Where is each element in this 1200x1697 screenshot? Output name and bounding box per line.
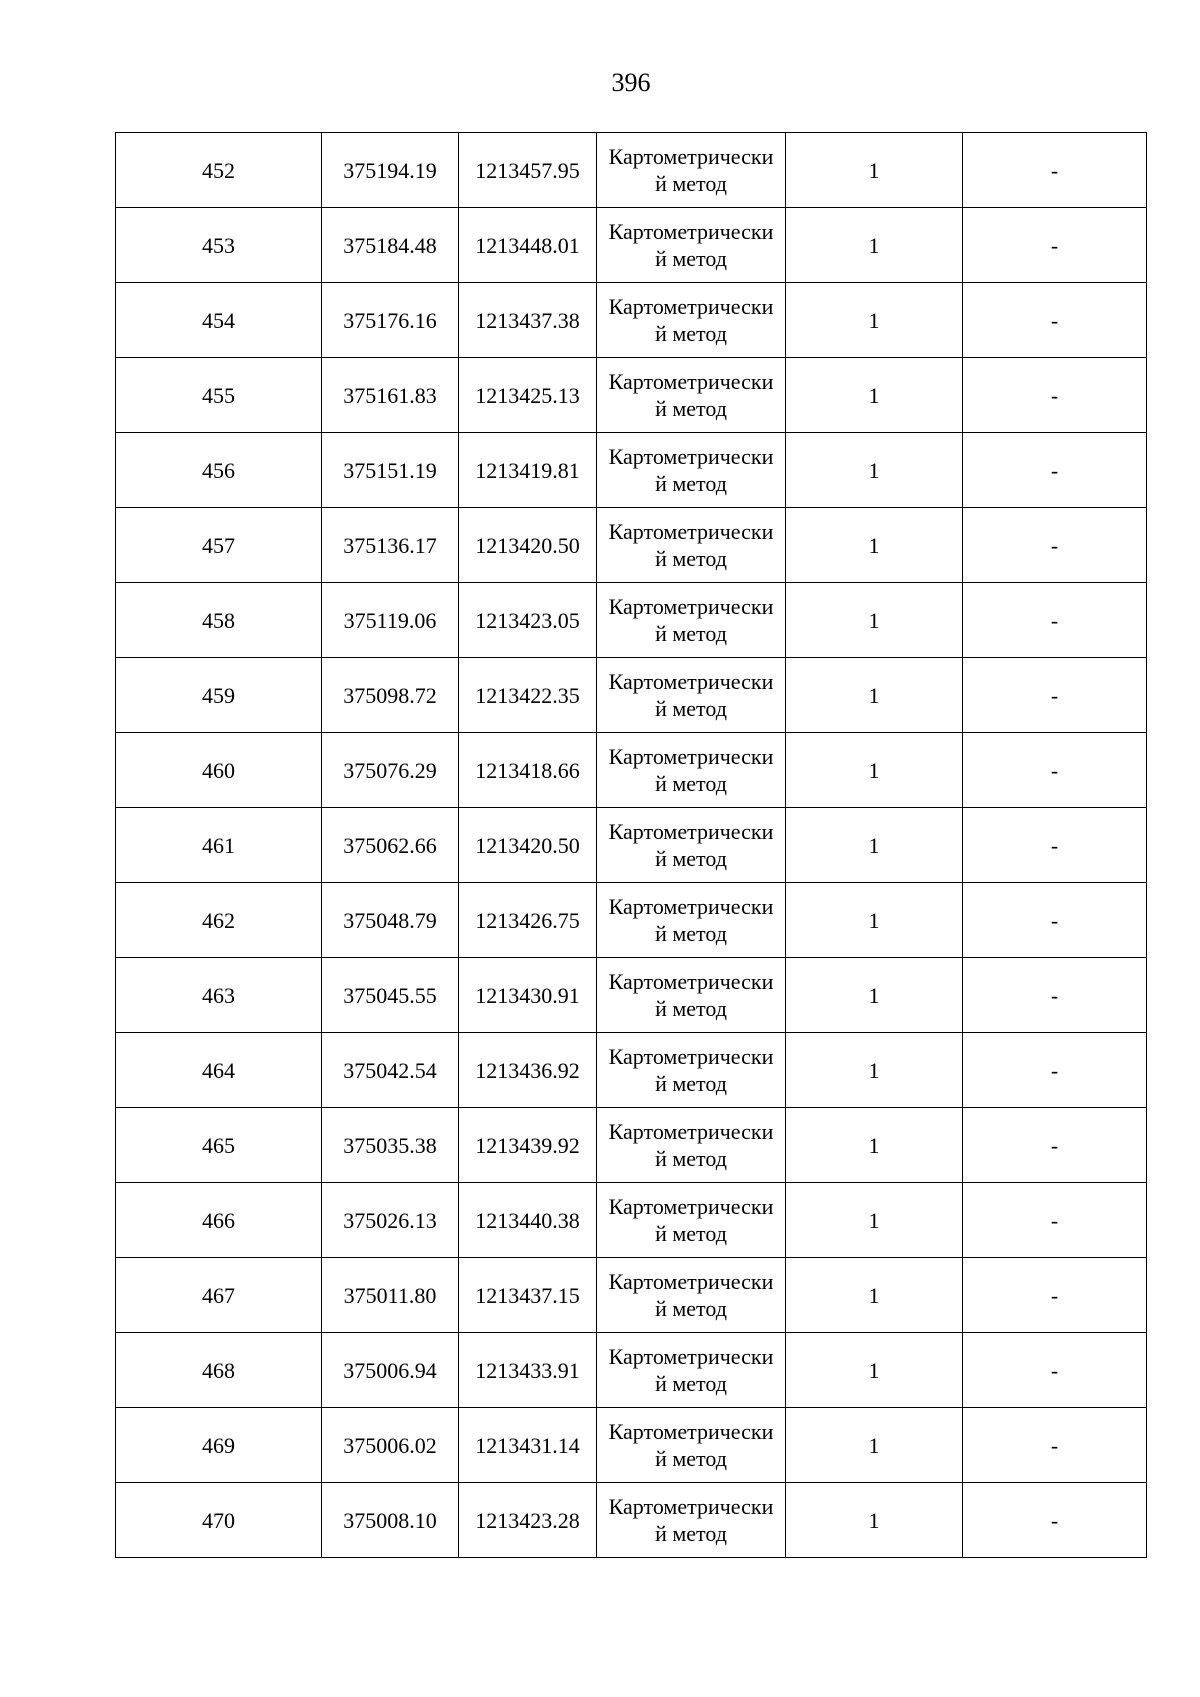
point-number-cell xyxy=(116,133,322,208)
accuracy-value: 1 xyxy=(868,907,880,933)
method-line-1: Картометрически xyxy=(608,444,774,469)
y-coordinate-cell xyxy=(459,583,597,658)
x-coordinate-cell xyxy=(322,1333,459,1408)
table-row xyxy=(116,808,1147,883)
accuracy-value: 1 xyxy=(868,1432,880,1458)
note-value: - xyxy=(1050,232,1059,258)
x-coordinate: 375045.55 xyxy=(343,982,437,1008)
note-cell xyxy=(963,1033,1147,1108)
note-cell xyxy=(963,1258,1147,1333)
accuracy-cell xyxy=(786,133,963,208)
point-number-cell xyxy=(116,883,322,958)
accuracy-value: 1 xyxy=(868,982,880,1008)
point-number: 462 xyxy=(202,907,235,933)
y-coordinate-cell xyxy=(459,283,597,358)
note-value: - xyxy=(1050,1132,1059,1158)
x-coordinate-cell xyxy=(322,508,459,583)
method-cell xyxy=(597,1183,786,1258)
note-value: - xyxy=(1050,1057,1059,1083)
table-row xyxy=(116,358,1147,433)
method-cell xyxy=(597,658,786,733)
note-value: - xyxy=(1050,382,1059,408)
point-number: 458 xyxy=(202,607,235,633)
method-cell xyxy=(597,958,786,1033)
accuracy-value: 1 xyxy=(868,757,880,783)
point-number: 469 xyxy=(202,1432,235,1458)
y-coordinate: 1213425.13 xyxy=(475,382,580,408)
note-cell xyxy=(963,1108,1147,1183)
note-cell xyxy=(963,1483,1147,1558)
point-number-cell xyxy=(116,958,322,1033)
note-cell xyxy=(963,208,1147,283)
note-cell xyxy=(963,433,1147,508)
x-coordinate-cell xyxy=(322,883,459,958)
point-number-cell xyxy=(116,658,322,733)
accuracy-value: 1 xyxy=(868,307,880,333)
y-coordinate-cell xyxy=(459,1033,597,1108)
y-coordinate-cell xyxy=(459,883,597,958)
accuracy-value: 1 xyxy=(868,532,880,558)
point-number: 456 xyxy=(202,457,235,483)
accuracy-value: 1 xyxy=(868,682,880,708)
method-line-1: Картометрически xyxy=(608,894,774,919)
x-coordinate: 375161.83 xyxy=(343,382,437,408)
table-row xyxy=(116,133,1147,208)
note-value: - xyxy=(1050,907,1059,933)
accuracy-cell xyxy=(786,808,963,883)
method-line-2: й метод xyxy=(655,1221,727,1246)
y-coordinate: 1213426.75 xyxy=(475,907,580,933)
accuracy-cell xyxy=(786,208,963,283)
point-number: 463 xyxy=(202,982,235,1008)
method-line-1: Картометрически xyxy=(608,744,774,769)
y-coordinate: 1213423.28 xyxy=(475,1507,580,1533)
accuracy-cell xyxy=(786,1483,963,1558)
method-line-2: й метод xyxy=(655,921,727,946)
method-cell xyxy=(597,1108,786,1183)
accuracy-cell xyxy=(786,883,963,958)
accuracy-value: 1 xyxy=(868,832,880,858)
point-number-cell xyxy=(116,433,322,508)
note-cell xyxy=(963,883,1147,958)
method-cell xyxy=(597,883,786,958)
note-value: - xyxy=(1050,157,1059,183)
note-cell xyxy=(963,283,1147,358)
y-coordinate: 1213419.81 xyxy=(475,457,580,483)
y-coordinate: 1213448.01 xyxy=(475,232,580,258)
accuracy-value: 1 xyxy=(868,1207,880,1233)
point-number: 470 xyxy=(202,1507,235,1533)
table-row xyxy=(116,508,1147,583)
y-coordinate-cell xyxy=(459,1258,597,1333)
accuracy-value: 1 xyxy=(868,382,880,408)
point-number-cell xyxy=(116,1408,322,1483)
point-number: 459 xyxy=(202,682,235,708)
method-cell xyxy=(597,1483,786,1558)
y-coordinate: 1213420.50 xyxy=(475,532,580,558)
table-row xyxy=(116,883,1147,958)
table-row xyxy=(116,583,1147,658)
x-coordinate-cell xyxy=(322,583,459,658)
x-coordinate-cell xyxy=(322,433,459,508)
point-number: 465 xyxy=(202,1132,235,1158)
y-coordinate: 1213420.50 xyxy=(475,832,580,858)
accuracy-value: 1 xyxy=(868,1282,880,1308)
note-value: - xyxy=(1050,1357,1059,1383)
method-line-2: й метод xyxy=(655,546,727,571)
method-cell xyxy=(597,208,786,283)
note-value: - xyxy=(1050,1507,1059,1533)
accuracy-cell xyxy=(786,1258,963,1333)
method-cell xyxy=(597,1333,786,1408)
point-number-cell xyxy=(116,1033,322,1108)
point-number-cell xyxy=(116,508,322,583)
x-coordinate: 375098.72 xyxy=(343,682,437,708)
point-number: 461 xyxy=(202,832,235,858)
accuracy-cell xyxy=(786,1408,963,1483)
y-coordinate-cell xyxy=(459,1408,597,1483)
point-number: 460 xyxy=(202,757,235,783)
x-coordinate-cell xyxy=(322,1033,459,1108)
method-line-1: Картометрически xyxy=(608,1119,774,1144)
x-coordinate: 375119.06 xyxy=(343,607,437,633)
x-coordinate-cell xyxy=(322,658,459,733)
table-row xyxy=(116,433,1147,508)
table-row xyxy=(116,1033,1147,1108)
y-coordinate-cell xyxy=(459,208,597,283)
method-cell xyxy=(597,1033,786,1108)
y-coordinate: 1213437.15 xyxy=(475,1282,580,1308)
method-line-1: Картометрически xyxy=(608,594,774,619)
y-coordinate: 1213436.92 xyxy=(475,1057,580,1083)
method-line-1: Картометрически xyxy=(608,669,774,694)
x-coordinate: 375042.54 xyxy=(343,1057,437,1083)
y-coordinate: 1213430.91 xyxy=(475,982,580,1008)
x-coordinate-cell xyxy=(322,208,459,283)
method-line-1: Картометрически xyxy=(608,1344,774,1369)
x-coordinate: 375062.66 xyxy=(343,832,437,858)
page-number: 396 xyxy=(611,68,651,97)
point-number-cell xyxy=(116,1333,322,1408)
y-coordinate-cell xyxy=(459,358,597,433)
x-coordinate: 375006.02 xyxy=(343,1432,437,1458)
table-row xyxy=(116,208,1147,283)
method-line-2: й метод xyxy=(655,1371,727,1396)
y-coordinate-cell xyxy=(459,658,597,733)
accuracy-cell xyxy=(786,658,963,733)
note-cell xyxy=(963,808,1147,883)
table-row xyxy=(116,1258,1147,1333)
method-line-2: й метод xyxy=(655,771,727,796)
note-cell xyxy=(963,133,1147,208)
x-coordinate-cell xyxy=(322,1258,459,1333)
x-coordinate-cell xyxy=(322,358,459,433)
method-cell xyxy=(597,808,786,883)
note-value: - xyxy=(1050,1432,1059,1458)
y-coordinate-cell xyxy=(459,808,597,883)
accuracy-cell xyxy=(786,433,963,508)
method-line-2: й метод xyxy=(655,171,727,196)
point-number-cell xyxy=(116,583,322,658)
note-cell xyxy=(963,508,1147,583)
note-value: - xyxy=(1050,982,1059,1008)
x-coordinate-cell xyxy=(322,1108,459,1183)
x-coordinate-cell xyxy=(322,1183,459,1258)
note-value: - xyxy=(1050,457,1059,483)
accuracy-value: 1 xyxy=(868,457,880,483)
table-row xyxy=(116,1483,1147,1558)
method-line-2: й метод xyxy=(655,321,727,346)
method-line-2: й метод xyxy=(655,1146,727,1171)
x-coordinate: 375076.29 xyxy=(343,757,437,783)
x-coordinate: 375184.48 xyxy=(343,232,437,258)
note-cell xyxy=(963,1183,1147,1258)
method-cell xyxy=(597,733,786,808)
point-number-cell xyxy=(116,1483,322,1558)
coordinates-table xyxy=(115,132,1147,1558)
accuracy-value: 1 xyxy=(868,1132,880,1158)
method-cell xyxy=(597,1258,786,1333)
x-coordinate: 375035.38 xyxy=(343,1132,437,1158)
note-value: - xyxy=(1050,607,1059,633)
method-line-1: Картометрически xyxy=(608,369,774,394)
x-coordinate: 375048.79 xyxy=(343,907,437,933)
method-line-1: Картометрически xyxy=(608,519,774,544)
table-row xyxy=(116,733,1147,808)
y-coordinate: 1213423.05 xyxy=(475,607,580,633)
note-cell xyxy=(963,358,1147,433)
note-value: - xyxy=(1050,1207,1059,1233)
point-number-cell xyxy=(116,1108,322,1183)
method-line-1: Картометрически xyxy=(608,1494,774,1519)
note-cell xyxy=(963,958,1147,1033)
method-line-2: й метод xyxy=(655,846,727,871)
accuracy-cell xyxy=(786,583,963,658)
x-coordinate-cell xyxy=(322,1483,459,1558)
y-coordinate-cell xyxy=(459,1183,597,1258)
method-cell xyxy=(597,508,786,583)
point-number-cell xyxy=(116,358,322,433)
accuracy-value: 1 xyxy=(868,232,880,258)
method-line-2: й метод xyxy=(655,1446,727,1471)
y-coordinate-cell xyxy=(459,133,597,208)
point-number: 466 xyxy=(202,1207,235,1233)
method-line-2: й метод xyxy=(655,396,727,421)
method-line-2: й метод xyxy=(655,996,727,1021)
x-coordinate: 375006.94 xyxy=(343,1357,437,1383)
method-line-1: Картометрически xyxy=(608,219,774,244)
note-value: - xyxy=(1050,532,1059,558)
method-cell xyxy=(597,433,786,508)
point-number-cell xyxy=(116,1183,322,1258)
method-cell xyxy=(597,133,786,208)
method-cell xyxy=(597,583,786,658)
y-coordinate: 1213437.38 xyxy=(475,307,580,333)
table-row xyxy=(116,283,1147,358)
table-row xyxy=(116,958,1147,1033)
x-coordinate: 375151.19 xyxy=(343,457,437,483)
point-number: 453 xyxy=(202,232,235,258)
accuracy-cell xyxy=(786,508,963,583)
method-line-1: Картометрически xyxy=(608,1419,774,1444)
method-line-2: й метод xyxy=(655,246,727,271)
table-body xyxy=(116,133,1147,1558)
method-line-2: й метод xyxy=(655,1071,727,1096)
y-coordinate: 1213431.14 xyxy=(475,1432,580,1458)
point-number-cell xyxy=(116,808,322,883)
x-coordinate: 375026.13 xyxy=(343,1207,437,1233)
x-coordinate: 375136.17 xyxy=(343,532,437,558)
method-line-1: Картометрически xyxy=(608,819,774,844)
point-number: 468 xyxy=(202,1357,235,1383)
y-coordinate: 1213418.66 xyxy=(475,757,580,783)
point-number: 457 xyxy=(202,532,235,558)
point-number-cell xyxy=(116,1258,322,1333)
table-row xyxy=(116,1183,1147,1258)
point-number-cell xyxy=(116,283,322,358)
note-cell xyxy=(963,658,1147,733)
point-number-cell xyxy=(116,208,322,283)
note-cell xyxy=(963,1408,1147,1483)
x-coordinate-cell xyxy=(322,808,459,883)
point-number: 455 xyxy=(202,382,235,408)
method-cell xyxy=(597,283,786,358)
method-line-1: Картометрически xyxy=(608,144,774,169)
note-cell xyxy=(963,1333,1147,1408)
method-line-2: й метод xyxy=(655,471,727,496)
y-coordinate-cell xyxy=(459,508,597,583)
accuracy-value: 1 xyxy=(868,607,880,633)
point-number: 452 xyxy=(202,157,235,183)
table-row xyxy=(116,1408,1147,1483)
y-coordinate: 1213433.91 xyxy=(475,1357,580,1383)
y-coordinate-cell xyxy=(459,958,597,1033)
y-coordinate-cell xyxy=(459,433,597,508)
method-line-2: й метод xyxy=(655,696,727,721)
x-coordinate-cell xyxy=(322,133,459,208)
point-number: 467 xyxy=(202,1282,235,1308)
y-coordinate-cell xyxy=(459,1333,597,1408)
note-value: - xyxy=(1050,682,1059,708)
point-number: 464 xyxy=(202,1057,235,1083)
note-value: - xyxy=(1050,757,1059,783)
method-line-1: Картометрически xyxy=(608,1269,774,1294)
method-cell xyxy=(597,358,786,433)
x-coordinate-cell xyxy=(322,958,459,1033)
note-cell xyxy=(963,733,1147,808)
table-row xyxy=(116,1108,1147,1183)
method-line-1: Картометрически xyxy=(608,1194,774,1219)
table-row xyxy=(116,658,1147,733)
method-line-1: Картометрически xyxy=(608,1044,774,1069)
accuracy-cell xyxy=(786,1108,963,1183)
method-line-2: й метод xyxy=(655,621,727,646)
accuracy-cell xyxy=(786,1033,963,1108)
method-line-1: Картометрически xyxy=(608,969,774,994)
accuracy-cell xyxy=(786,283,963,358)
note-value: - xyxy=(1050,832,1059,858)
y-coordinate: 1213440.38 xyxy=(475,1207,580,1233)
y-coordinate: 1213439.92 xyxy=(475,1132,580,1158)
x-coordinate-cell xyxy=(322,283,459,358)
x-coordinate: 375011.80 xyxy=(343,1282,437,1308)
x-coordinate-cell xyxy=(322,1408,459,1483)
point-number-cell xyxy=(116,733,322,808)
accuracy-cell xyxy=(786,358,963,433)
method-line-2: й метод xyxy=(655,1296,727,1321)
point-number: 454 xyxy=(202,307,235,333)
accuracy-cell xyxy=(786,1183,963,1258)
method-cell xyxy=(597,1408,786,1483)
x-coordinate: 375008.10 xyxy=(343,1507,437,1533)
x-coordinate: 375194.19 xyxy=(343,157,437,183)
accuracy-value: 1 xyxy=(868,1357,880,1383)
accuracy-value: 1 xyxy=(868,157,880,183)
note-value: - xyxy=(1050,1282,1059,1308)
y-coordinate-cell xyxy=(459,733,597,808)
accuracy-value: 1 xyxy=(868,1507,880,1533)
method-line-2: й метод xyxy=(655,1521,727,1546)
table-row xyxy=(116,1333,1147,1408)
method-line-1: Картометрически xyxy=(608,294,774,319)
x-coordinate-cell xyxy=(322,733,459,808)
accuracy-cell xyxy=(786,733,963,808)
y-coordinate: 1213457.95 xyxy=(475,157,580,183)
y-coordinate-cell xyxy=(459,1108,597,1183)
accuracy-cell xyxy=(786,1333,963,1408)
x-coordinate: 375176.16 xyxy=(343,307,437,333)
y-coordinate-cell xyxy=(459,1483,597,1558)
accuracy-cell xyxy=(786,958,963,1033)
note-value: - xyxy=(1050,307,1059,333)
accuracy-value: 1 xyxy=(868,1057,880,1083)
note-cell xyxy=(963,583,1147,658)
y-coordinate: 1213422.35 xyxy=(475,682,580,708)
